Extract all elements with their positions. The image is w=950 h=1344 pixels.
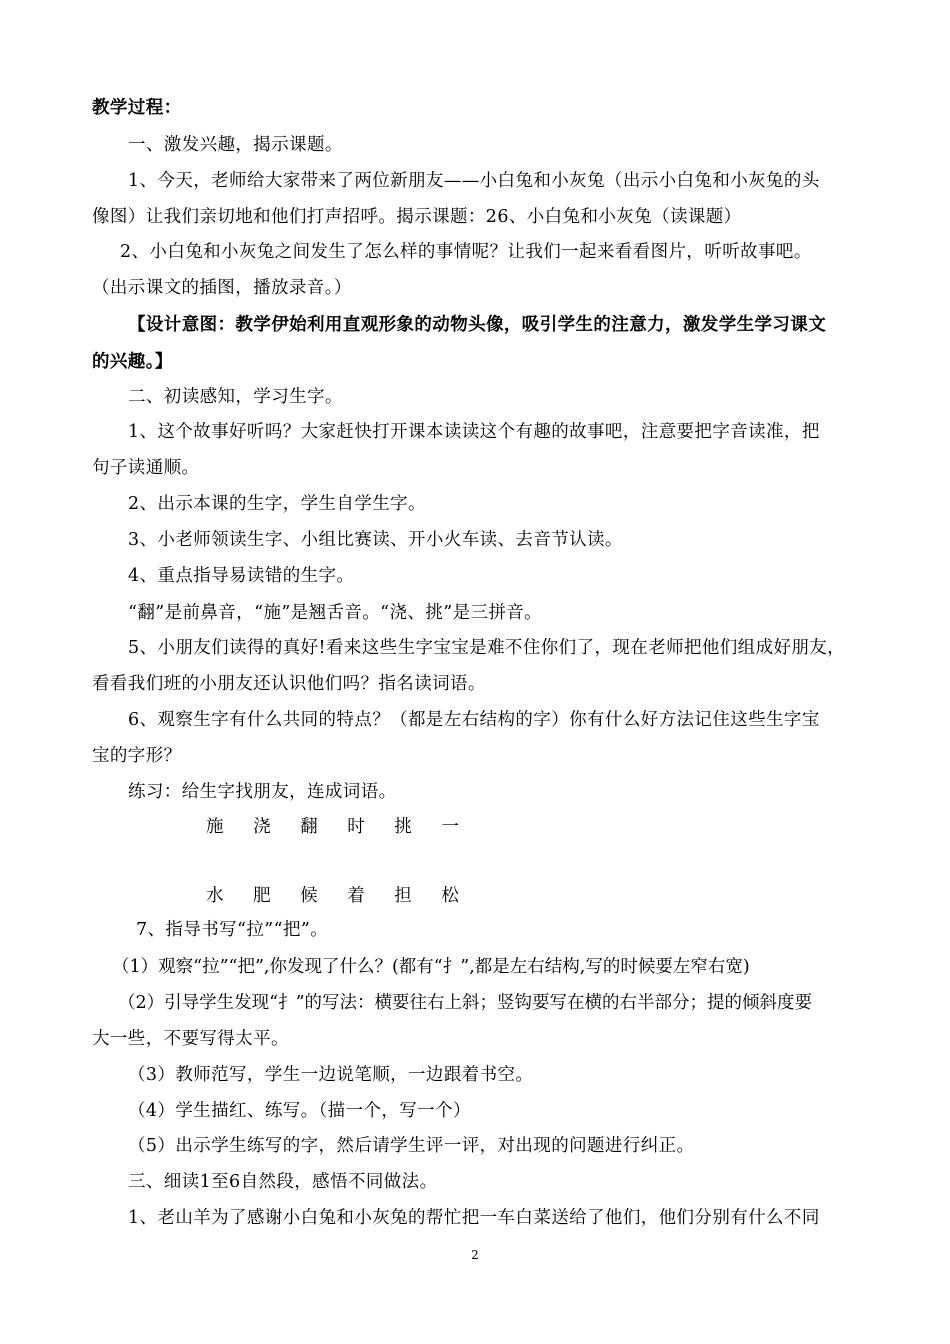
paragraph-line: 宝的字形？ xyxy=(92,746,182,766)
paragraph-line: 1、这个故事好听吗？大家赶快打开课本读读这个有趣的故事吧，注意要把字音读准，把 xyxy=(128,422,820,442)
page-number: 2 xyxy=(471,1248,479,1262)
paragraph-line: （5）出示学生练写的字，然后请学生评一评，对出现的问题进行纠正。 xyxy=(128,1136,695,1156)
paragraph-line: 1、今天，老师给大家带来了两位新朋友——小白兔和小灰兔（出示小白兔和小灰兔的头 xyxy=(128,171,820,191)
paragraph-line: 2、小白兔和小灰兔之间发生了怎么样的事情呢？让我们一起来看看图片，听听故事吧。 xyxy=(120,242,812,262)
paragraph-line: “翻”是前鼻音，“施”是翘舌音。“浇、挑”是三拼音。 xyxy=(128,603,543,623)
character-row: 水 肥 候 着 担 松 xyxy=(206,886,471,906)
paragraph-line: 句子读通顺。 xyxy=(92,458,200,478)
paragraph-line: 3、小老师领读生字、小组比赛读、开小火车读、去音节认读。 xyxy=(128,530,623,550)
paragraph-line: （2）引导学生发现“扌”的写法：横要往右上斜；竖钩要写在横的右半部分；提的倾斜度要 xyxy=(118,993,813,1013)
paragraph-line: 5、小朋友们读得的真好!看来这些生字宝宝是难不住你们了，现在老师把他们组成好朋友， xyxy=(128,638,846,658)
paragraph-line: 1、老山羊为了感谢小白兔和小灰兔的帮忙把一车白菜送给了他们，他们分别有什么不同 xyxy=(128,1208,820,1228)
section-heading: 教学过程： xyxy=(92,98,182,118)
paragraph-line: 6、观察生字有什么共同的特点？（都是左右结构的字）你有什么好方法记住这些生字宝 xyxy=(128,710,820,730)
paragraph-line: 4、重点指导易读错的生字。 xyxy=(128,566,355,586)
paragraph-line: （3）教师范写，学生一边说笔顺，一边跟着书空。 xyxy=(128,1065,534,1085)
paragraph-line: （1）观察“拉”“把”,你发现了什么？(都有“扌”,都是左右结构,写的时候要左窄右宽) xyxy=(112,957,750,977)
paragraph-line: 练习：给生字找朋友，连成词语。 xyxy=(128,782,397,802)
paragraph-line: 一、激发兴趣，揭示课题。 xyxy=(128,135,343,155)
paragraph-line: （出示课文的插图，播放录音。） xyxy=(92,278,352,298)
paragraph-line: 三、细读1至6自然段，感悟不同做法。 xyxy=(128,1172,438,1192)
character-row: 施 浇 翻 时 挑 一 xyxy=(206,817,471,837)
paragraph-line: 2、出示本课的生字，学生自学生字。 xyxy=(128,494,426,514)
design-intent-line: 【设计意图：教学伊始利用直观形象的动物头像，吸引学生的注意力，激发学生学习课文 xyxy=(128,315,827,335)
paragraph-line: 7、指导书写“拉”“把”。 xyxy=(136,920,329,940)
paragraph-line: （4）学生描红、练写。（描一个，写一个） xyxy=(128,1101,471,1121)
design-intent-line: 的兴趣。】 xyxy=(92,352,173,372)
paragraph-line: 二、初读感知，学习生字。 xyxy=(128,387,343,407)
paragraph-line: 像图）让我们亲切地和他们打声招呼。揭示课题：26、小白兔和小灰兔（读课题） xyxy=(92,207,742,227)
paragraph-line: 大一些，不要写得太平。 xyxy=(92,1029,289,1049)
paragraph-line: 看看我们班的小朋友还认识他们吗？指名读词语。 xyxy=(92,674,486,694)
